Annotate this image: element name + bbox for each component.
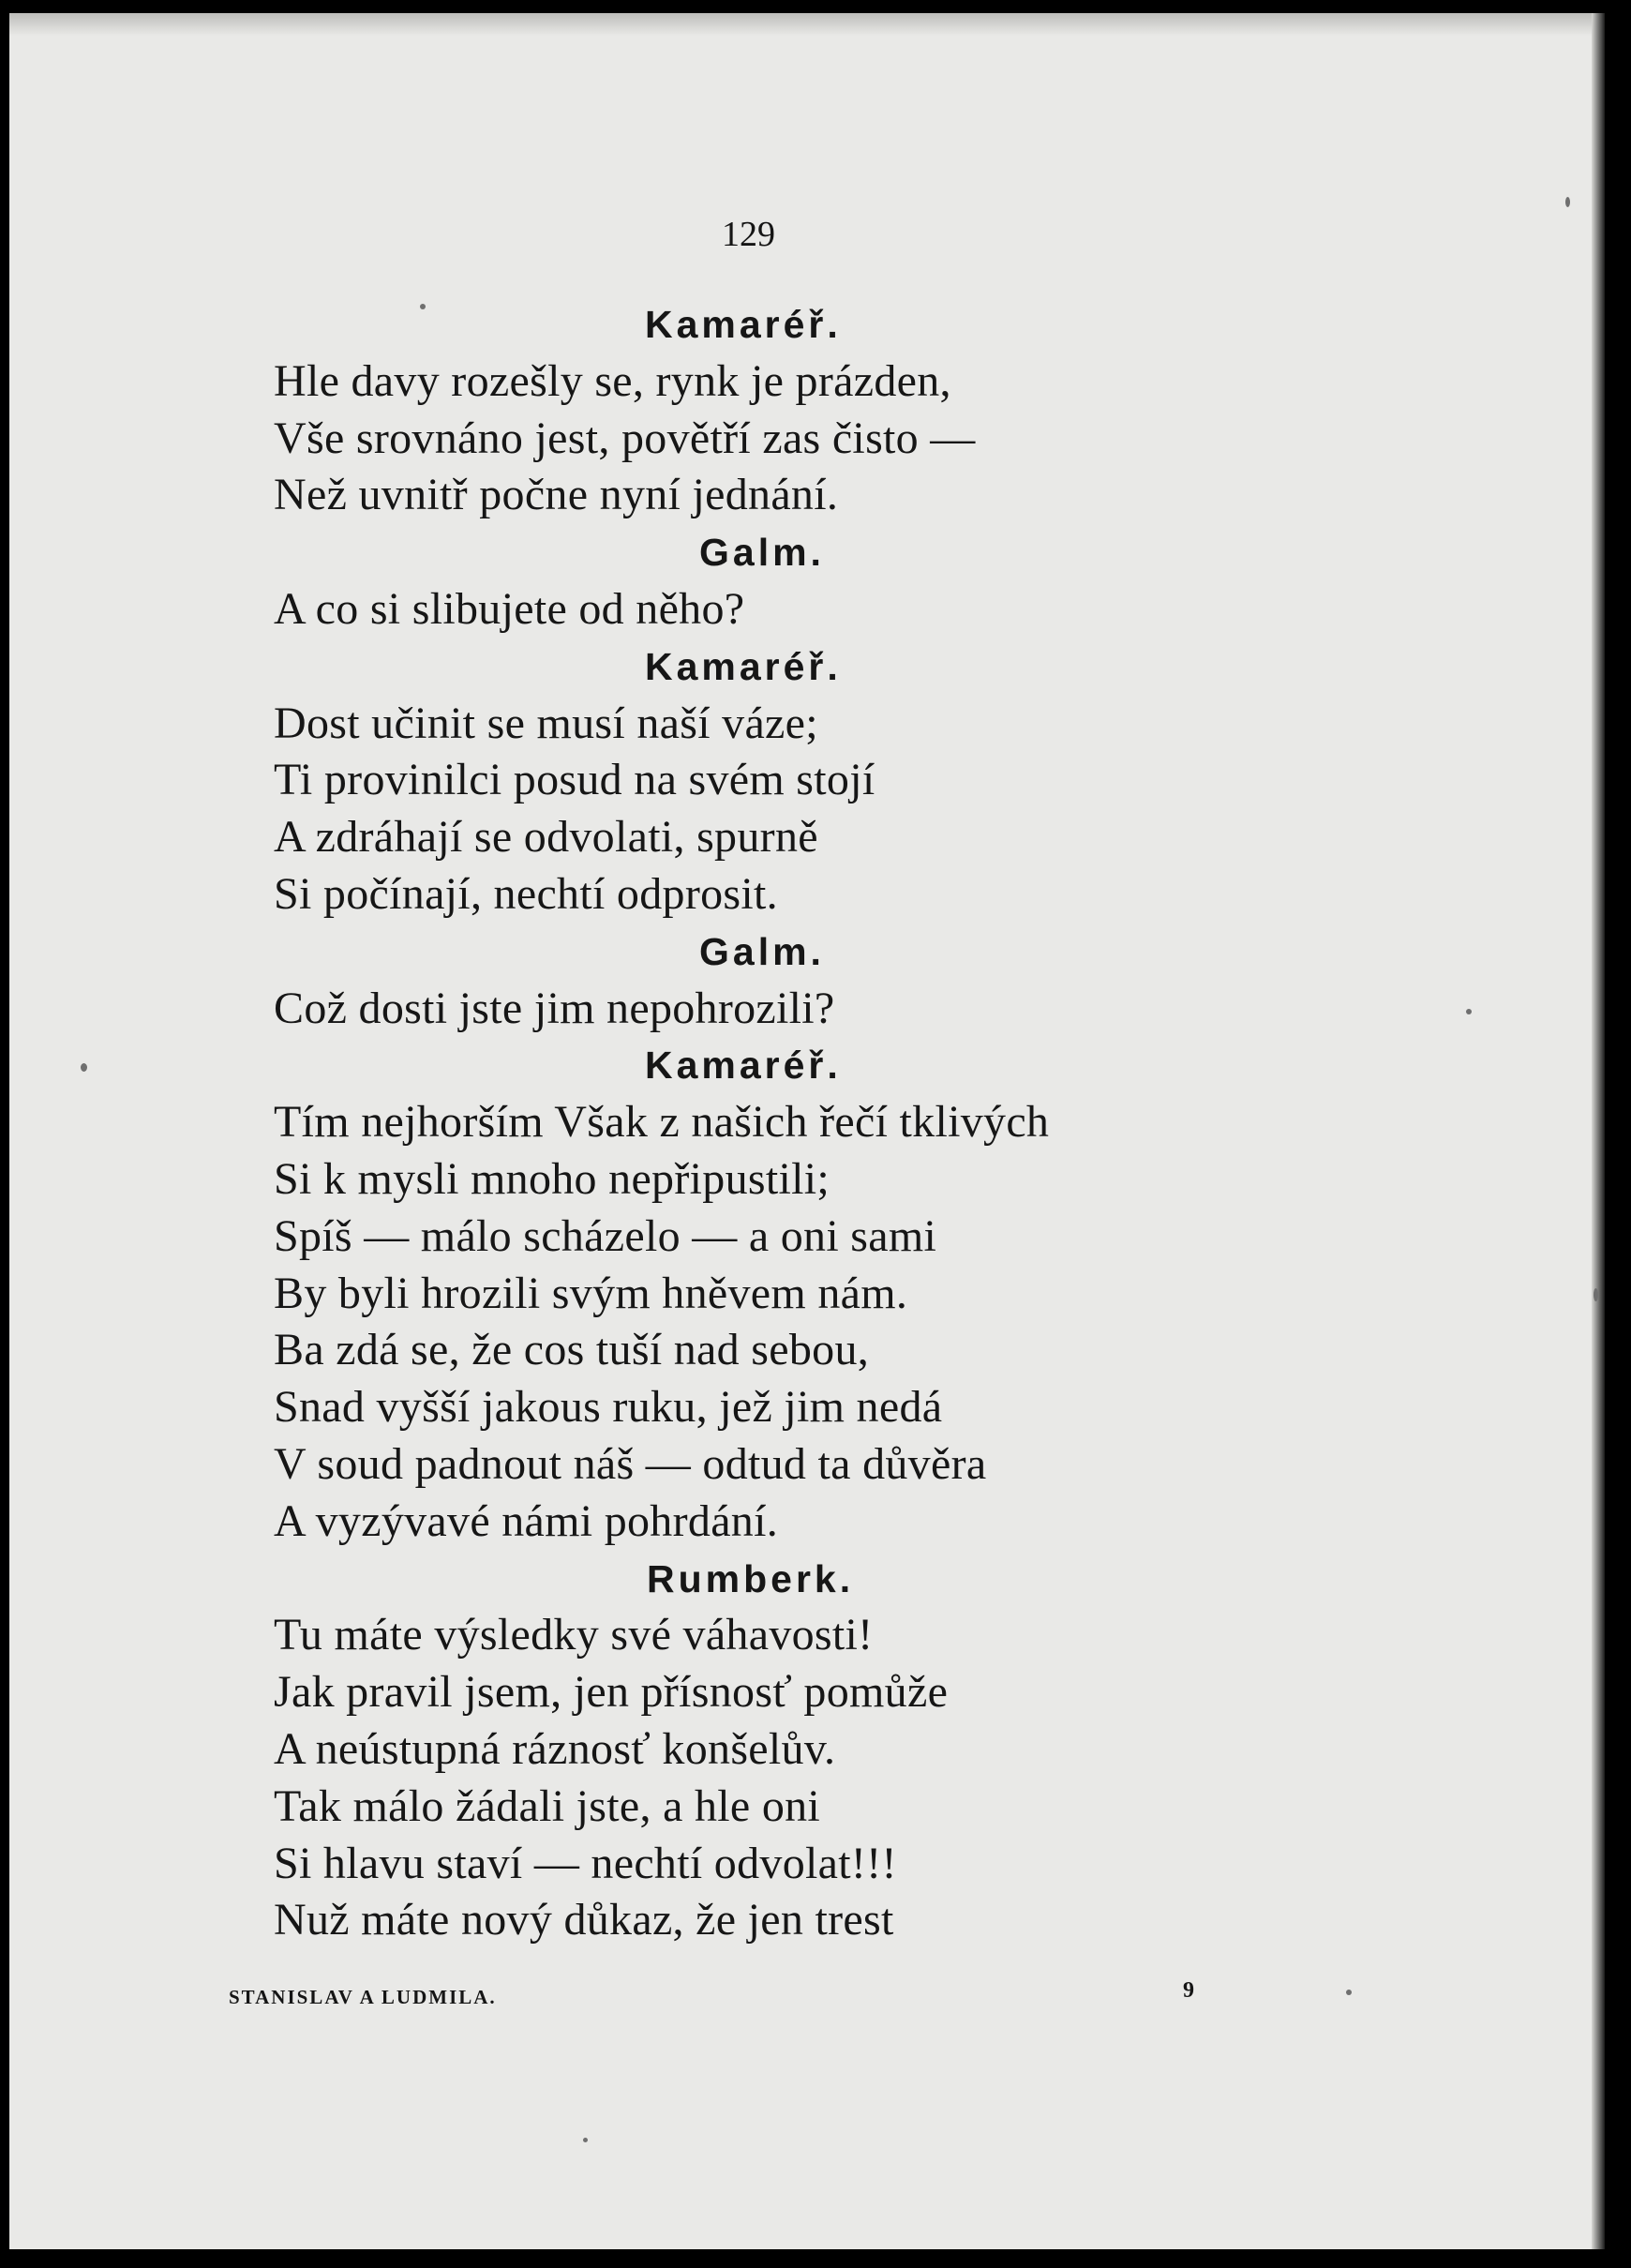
paper-speck (1466, 1009, 1472, 1014)
verse-line: Spíš — málo scházelo — a oni sami (274, 1210, 937, 1261)
paper-speck (1346, 1990, 1352, 1995)
verse-line: A zdráhají se odvolati, spurně (274, 812, 818, 863)
verse-line: Tak málo žádali jste, a hle oni (274, 1780, 821, 1831)
speaker-name: Kamaréř. (645, 644, 842, 688)
book-page (9, 13, 1605, 2249)
paper-speck (81, 1063, 87, 1072)
poem-text (274, 296, 1267, 1949)
speaker-name: Galm. (699, 929, 825, 973)
page-top-shadow (9, 13, 1605, 36)
verse-line: Než uvnitř počne nyní jednání. (274, 470, 839, 520)
printer-signature-mark: 9 (1183, 1978, 1194, 2003)
verse-line: Vše srovnáno jest, povětří zas čisto — (274, 413, 976, 463)
verse-line: Hle davy rozešly se, rynk je prázden, (274, 355, 951, 406)
paper-speck (583, 2138, 588, 2142)
speaker-name: Kamaréř. (645, 1044, 842, 1088)
verse-line: A co si slibujete od něho? (274, 583, 745, 634)
verse-line: Nuž máte nový důkaz, že jen trest (274, 1895, 894, 1945)
verse-line: A vyzývavé námi pohrdání. (274, 1495, 779, 1546)
verse-line: By byli hrozili svým hněvem nám. (274, 1268, 908, 1318)
verse-line: Si k mysli mnoho nepřipustili; (274, 1153, 830, 1204)
verse-line: Si počínají, nechtí odprosit. (274, 868, 778, 919)
verse-line: Snad vyšší jakous ruku, jež jim nedá (274, 1382, 943, 1433)
page-number: 129 (722, 215, 775, 254)
paper-speck (420, 304, 426, 309)
speaker-name: Kamaréř. (645, 303, 842, 346)
verse-line: Ba zdá se, že cos tuší nad sebou, (274, 1325, 870, 1375)
paper-speck (1594, 1288, 1598, 1301)
verse-line: Tu máte výsledky své váhavosti! (274, 1610, 874, 1660)
verse-line: V soud padnout náš — odtud ta důvěra (274, 1438, 987, 1489)
verse-line: Si hlavu staví — nechtí odvolat!!! (274, 1838, 897, 1888)
verse-line: Což dosti jste jim nepohrozili? (274, 983, 835, 1033)
verse-line: A neústupná ráznosť konšelův. (274, 1723, 836, 1774)
verse-line: Tím nejhorším Však z našich řečí tklivých (274, 1097, 1050, 1148)
speaker-name: Rumberk. (647, 1556, 855, 1600)
verse-line: Jak pravil jsem, jen přísnosť pomůže (274, 1667, 949, 1718)
page-right-edge (1592, 13, 1605, 2249)
verse-line: Dost učinit se musí naší váze; (274, 698, 818, 748)
paper-speck (1565, 197, 1570, 207)
verse-line: Ti provinilci posud na svém stojí (274, 755, 875, 805)
footer-book-title: STANISLAV A LUDMILA. (229, 1986, 497, 2008)
speaker-name: Galm. (699, 531, 825, 575)
